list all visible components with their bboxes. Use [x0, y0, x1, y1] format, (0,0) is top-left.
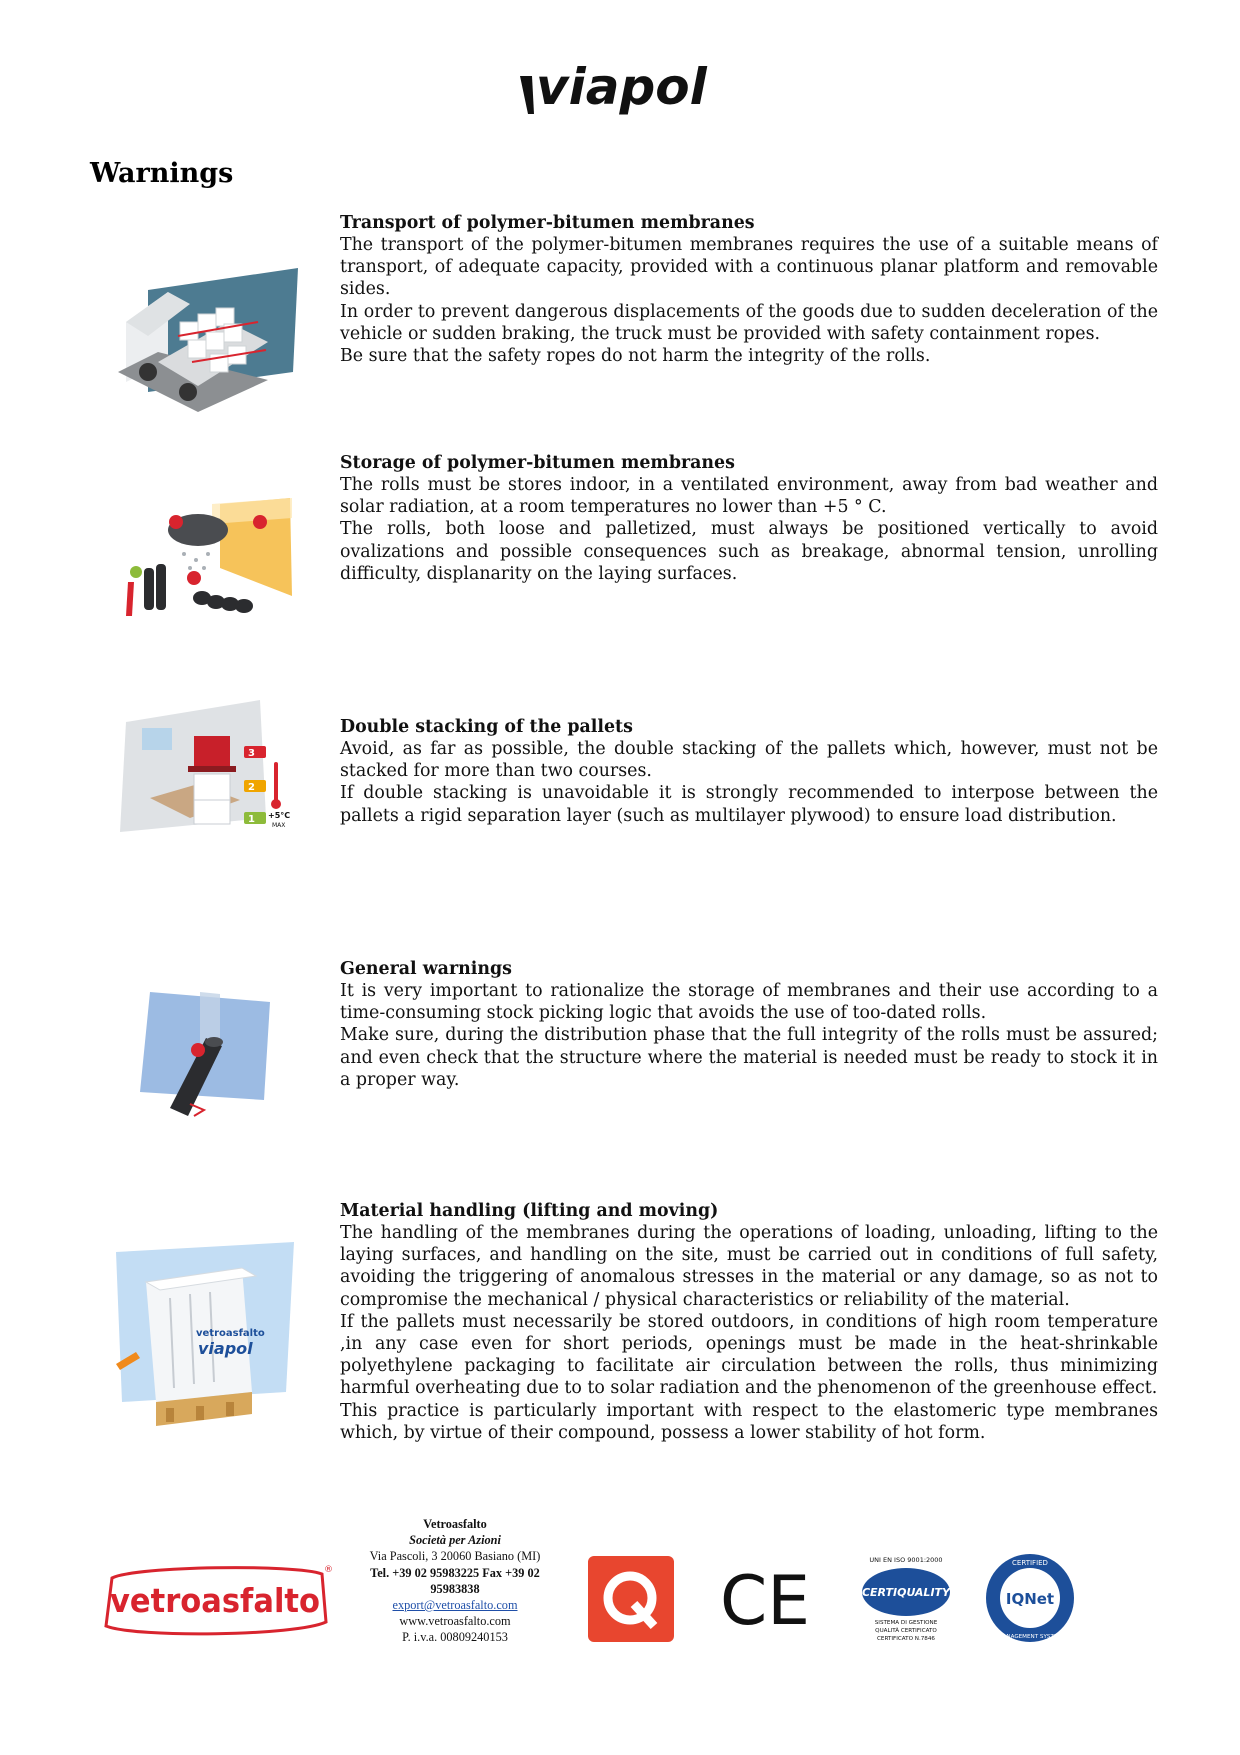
roll-storage-weather-illustration	[120, 498, 292, 620]
iqnet-bottom-label: MANAGEMENT SYSTEM	[997, 1634, 1063, 1640]
section-double-stacking	[340, 716, 1158, 827]
company-address: Via Pascoli, 3 20060 Basiano (MI)	[369, 1549, 541, 1564]
page-title: Warnings	[90, 158, 234, 189]
registered-mark: ®	[324, 1565, 333, 1575]
company-phone: Tel. +39 02 95983225 Fax +39 02 95983838	[370, 1565, 540, 1596]
iso-line-2: QUALITÀ CERTIFICATO	[875, 1628, 937, 1634]
section-paragraph: Be sure that the safety ropes do not harm the integrity of the rolls.	[340, 346, 931, 367]
temperature-label: +5°C	[268, 811, 291, 820]
prohibited-icon	[187, 571, 201, 585]
prohibited-icon	[169, 515, 183, 529]
section-paragraph: It is very important to rationalize the storage of membranes and their use according to a time-consuming stock picking logic that avoids the use of too-dated rolls.	[340, 981, 1158, 1024]
ce-mark-text: CE	[720, 1568, 810, 1630]
iqnet-name: IQNet	[1005, 1590, 1055, 1608]
section-paragraph: The rolls, both loose and palletized, must always be positioned vertically to avoid ovalizations and possible consequences such as breakage, abnormal tension, unrolling difficulty, displanarity on the laying surfaces.	[340, 519, 1158, 584]
iso-line-3: CERTIFICATO N.7846	[877, 1636, 935, 1642]
section-title: Storage of polymer-bitumen membranes	[340, 453, 735, 473]
wrapped-pallet-cutting-illustration	[116, 1242, 294, 1428]
viapol-logo	[518, 56, 728, 126]
section-title: General warnings	[340, 959, 512, 979]
wrap-brand2-label: viapol	[198, 1339, 253, 1358]
wrap-brand-label: vetroasfalto	[196, 1328, 265, 1339]
vetroasfalto-logo-text: vetroasfalto	[110, 1581, 320, 1620]
section-material-handling	[340, 1200, 1158, 1444]
section-paragraph: The handling of the membranes during the operations of loading, unloading, lifting to the laying surfaces, and handling on the site, must be carried out in conditions of full safety, avoiding the triggering of anomalous stresses in the material or any damage, so as not to compromise the mechanical / physical characteristics or reliability of the material.	[340, 1223, 1158, 1310]
section-paragraph: If double stacking is unavoidable it is strongly recommended to interpose between the pallets a rigid separation layer (such as multilayer plywood) to ensure load distribution.	[340, 783, 1158, 826]
truck-loaded-pallets-illustration	[118, 262, 300, 412]
section-title: Material handling (lifting and moving)	[340, 1201, 719, 1221]
company-name: Vetroasfalto	[423, 1517, 487, 1531]
vetroasfalto-logo	[96, 1560, 336, 1644]
company-legal-form: Società per Azioni	[409, 1533, 501, 1548]
temperature-sub-label: MAX	[272, 822, 286, 829]
section-paragraph: The transport of the polymer-bitumen membranes requires the use of a suitable means of transport, of adequate capacity, provided with a continuous planar platform and removable sides.	[340, 235, 1158, 300]
stack-level-2-label: 2	[248, 782, 255, 793]
company-vat: P. i.v.a. 00809240153	[402, 1630, 508, 1645]
prohibited-icon	[253, 515, 267, 529]
iso-line-1: SISTEMA DI GESTIONE	[874, 1620, 938, 1626]
iqnet-top-label: CERTIFIED	[1012, 1559, 1048, 1567]
certiquality-name: CERTIQUALITY	[861, 1586, 951, 1599]
iqnet-certified-badge-icon	[984, 1552, 1076, 1644]
pallet-stacking-illustration	[120, 700, 298, 834]
company-info	[350, 1516, 560, 1646]
section-paragraph: The rolls must be stores indoor, in a ventilated environment, away from bad weather and solar radiation, at a room temperatures no lower than +5 ° C.	[340, 475, 1158, 518]
section-title: Transport of polymer-bitumen membranes	[340, 213, 755, 233]
section-general-warnings	[340, 958, 1158, 1091]
section-paragraph: If the pallets must necessarily be stored outdoors, in conditions of high room temperature ,in any case even for short periods, openings must be made in the heat-shrinkable polyethylene packaging to facilitate air circulation between the rolls, thus minimizing harmful overheating due to to solar radiation and the phenomenon of the greenhouse effect.	[340, 1311, 1158, 1399]
section-paragraph: This practice is particularly important with respect to the elastomeric type membranes which, by virtue of their compound, possess a lower stability of hot form.	[340, 1400, 1158, 1443]
section-transport	[340, 212, 1158, 367]
iso-standard-label: UNI EN ISO 9001:2000	[869, 1556, 943, 1564]
stack-level-3-label: 3	[248, 748, 255, 759]
company-website: www.vetroasfalto.com	[399, 1614, 511, 1629]
falling-roll-illustration	[140, 992, 276, 1118]
quality-q-mark-icon	[588, 1556, 674, 1642]
section-paragraph: Avoid, as far as possible, the double stacking of the pallets which, however, must not be stacked for more than two courses.	[340, 739, 1158, 782]
certiquality-badge-icon	[858, 1554, 954, 1646]
section-paragraph: Make sure, during the distribution phase that the full integrity of the rolls must be assured; and even check that the structure where the material is needed must be ready to stock it in a proper way.	[340, 1025, 1158, 1090]
prohibited-icon	[191, 1043, 205, 1057]
stack-level-1-label: 1	[248, 814, 255, 825]
ce-mark-icon	[720, 1568, 810, 1630]
section-paragraph: In order to prevent dangerous displacements of the goods due to sudden deceleration of the vehicle or sudden braking, the truck must be provided with safety containment ropes.	[340, 301, 1158, 344]
section-title: Double stacking of the pallets	[340, 717, 633, 737]
section-storage	[340, 452, 1158, 585]
company-email-link[interactable]: export@vetroasfalto.com	[392, 1598, 518, 1613]
viapol-logo-text: viapol	[536, 58, 707, 116]
